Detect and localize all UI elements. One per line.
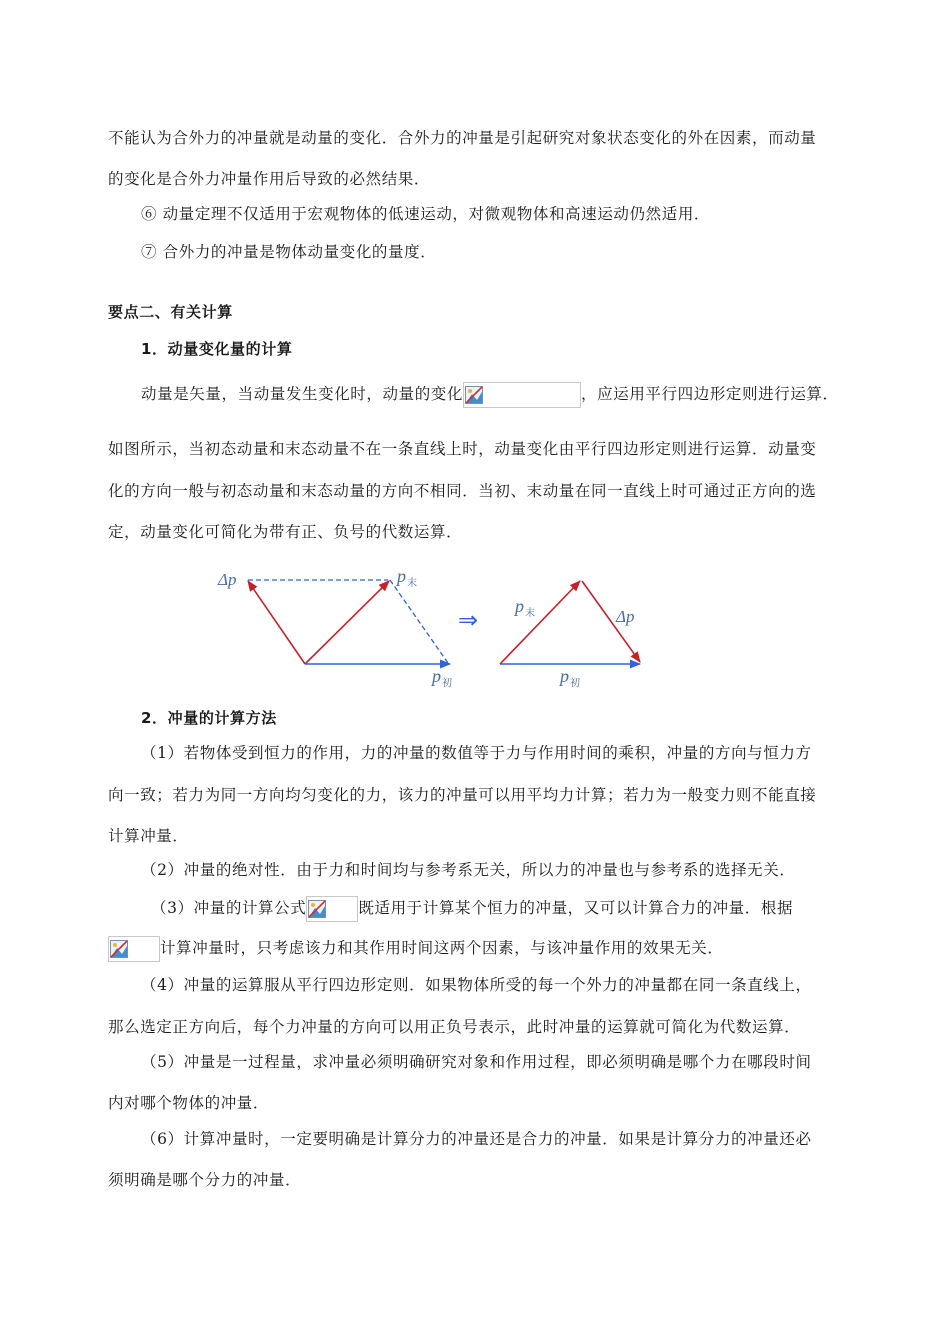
- broken-image-icon: [308, 900, 326, 918]
- p-end-label-left: p: [397, 566, 406, 586]
- p-init-sub-right: 初: [570, 678, 580, 689]
- subsection-heading-1: 1．动量变化量的计算: [141, 340, 293, 358]
- formula-image: [463, 382, 581, 408]
- p-init-label-right: p: [560, 666, 569, 686]
- list-item-7: ⑦ 合外力的冲量是物体动量变化的量度．: [141, 243, 437, 261]
- p-end-label-right: p: [515, 596, 524, 616]
- paragraph-line: 化的方向一般与初态动量和末态动量的方向不相同．当初、末动量在同一直线上时可通过正方向的选: [108, 482, 817, 500]
- momentum-vector-diagram: [210, 560, 660, 695]
- paragraph-line: 须明确是哪个分力的冲量．: [108, 1171, 302, 1189]
- paragraph-line: 的变化是合外力冲量作用后导致的必然结果．: [108, 170, 431, 188]
- paragraph-line: （5）冲量是一过程量，求冲量必须明确研究对象和作用过程，即必须明确是哪个力在哪段时间: [141, 1053, 812, 1071]
- paragraph-line: [151, 894, 793, 922]
- broken-image-icon: [110, 940, 128, 958]
- paragraph-line: （6）计算冲量时，一定要明确是计算分力的冲量还是合力的冲量．如果是计算分力的冲量还必: [141, 1130, 812, 1148]
- subsection-heading-2: 2．冲量的计算方法: [141, 709, 277, 727]
- delta-p-label-right: Δp: [616, 607, 635, 626]
- text-segment: ，应运用平行四边形定则进行运算．: [581, 385, 839, 403]
- delta-p-label-left: Δp: [218, 570, 237, 589]
- text-segment: 动量是矢量，当动量发生变化时，动量的变化: [141, 385, 464, 403]
- dashed-edge-right: [390, 580, 448, 663]
- paragraph-line: [141, 380, 839, 408]
- p-end-sub-left: 末: [407, 578, 417, 589]
- p-init-label-left: p: [432, 666, 441, 686]
- paragraph-line: （4）冲量的运算服从平行四边形定则．如果物体所受的每一个外力的冲量都在同一条直线上，: [141, 976, 812, 994]
- text-segment: （3）冲量的计算公式: [151, 899, 307, 917]
- p-init-sub-left: 初: [442, 678, 452, 689]
- paragraph-line: 向一致；若力为同一方向均匀变化的力，该力的冲量可以用平均力计算；若力为一般变力则不能直接: [108, 786, 817, 804]
- paragraph-line: （1）若物体受到恒力的作用，力的冲量的数值等于力与作用时间的乘积，冲量的方向与恒力方: [141, 744, 812, 762]
- p-end-arrow-right: [500, 581, 580, 664]
- formula-image: [306, 896, 358, 922]
- text-segment: 计算冲量时，只考虑该力和其作用时间这两个因素，与该冲量作用的效果无关．: [160, 939, 724, 957]
- paragraph-line: 如图所示，当初态动量和末态动量不在一条直线上时，动量变化由平行四边形定则进行运算．动量变: [108, 440, 817, 458]
- paragraph-line: [108, 934, 724, 962]
- paragraph-line: （2）冲量的绝对性．由于力和时间均与参考系无关，所以力的冲量也与参考系的选择无关．: [141, 861, 796, 879]
- list-item-6: ⑥ 动量定理不仅适用于宏观物体的低速运动，对微观物体和高速运动仍然适用．: [141, 205, 711, 223]
- broken-image-icon: [465, 386, 483, 404]
- formula-image: [108, 936, 160, 962]
- section-heading: 要点二、有关计算: [108, 303, 233, 321]
- paragraph-line: 不能认为合外力的冲量就是动量的变化．合外力的冲量是引起研究对象状态变化的外在因素，而动量: [108, 129, 817, 147]
- p-end-arrow-left: [305, 581, 389, 664]
- paragraph-line: 计算冲量．: [108, 827, 189, 845]
- implies-symbol: ⇒: [458, 606, 479, 634]
- paragraph-line: 那么选定正方向后，每个力冲量的方向可以用正负号表示，此时冲量的运算就可简化为代数运算．: [108, 1018, 801, 1036]
- paragraph-line: 定，动量变化可简化为带有正、负号的代数运算．: [108, 523, 463, 541]
- text-segment: 既适用于计算某个恒力的冲量，又可以计算合力的冲量．根据: [358, 899, 794, 917]
- paragraph-line: 内对哪个物体的冲量．: [108, 1094, 270, 1112]
- delta-p-arrow-left: [248, 581, 305, 664]
- p-end-sub-right: 末: [525, 608, 535, 619]
